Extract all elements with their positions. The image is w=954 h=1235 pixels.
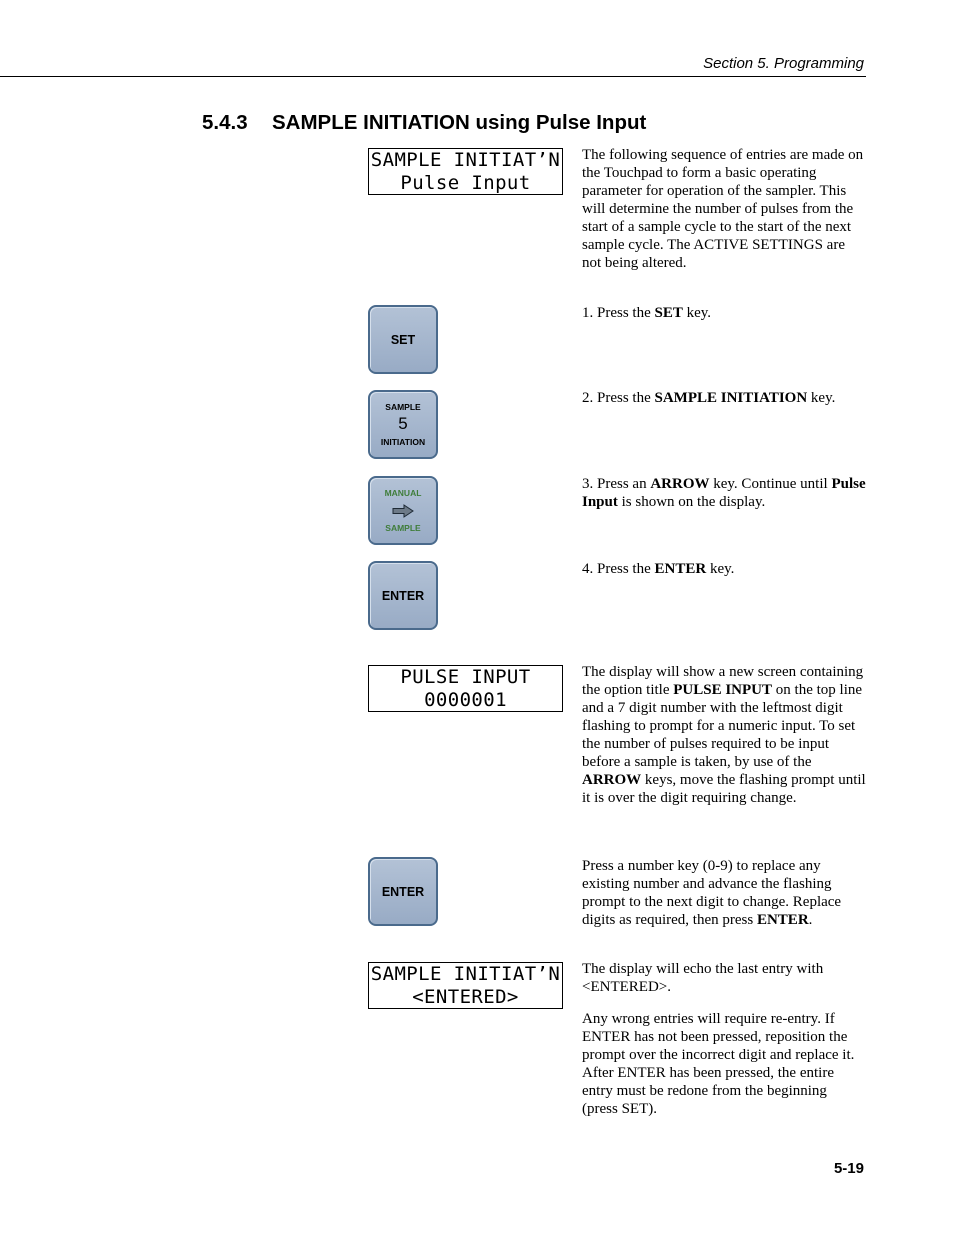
display-bold: PULSE INPUT	[673, 682, 773, 698]
enter-key-button-2[interactable]	[368, 857, 438, 926]
section-title	[202, 111, 646, 135]
step-2	[582, 389, 866, 407]
header-rule	[0, 76, 866, 77]
manual-sample-arrow-key-button[interactable]	[368, 476, 438, 545]
lcd-line-1: PULSE INPUT	[400, 666, 531, 688]
display-mid: on the top line and a 7 digit number with the leftmost digit flashing to prompt for a numeric input. To set the number of pulses required to be input before a sample is taken, by use of the	[582, 682, 863, 770]
display-bold-2: ARROW	[582, 772, 642, 788]
step-2-post: key.	[807, 390, 836, 406]
step-4	[582, 560, 866, 578]
step-2-bold: SAMPLE INITIATION	[654, 390, 808, 406]
echo-text: The display will echo the last entry with <ENTERED>.	[582, 961, 824, 995]
set-key-label: SET	[390, 332, 416, 347]
step-3-pre: 3. Press an	[582, 476, 651, 492]
number-key-paragraph	[582, 857, 866, 929]
number-key-post: .	[808, 912, 813, 928]
step-4-bold: ENTER	[654, 561, 707, 577]
sample-key-bottom-label: INITIATION	[380, 437, 426, 447]
lcd-display-entered	[368, 962, 563, 1009]
sample-key-digit: 5	[398, 414, 408, 433]
lcd-line-1: SAMPLE INITIAT’N	[370, 963, 561, 985]
enter-key-label: ENTER	[381, 588, 425, 603]
step-4-pre: 4. Press the	[582, 561, 655, 577]
step-3-bold-2: Pulse Input	[582, 476, 866, 510]
section-title-text: SAMPLE INITIATION using Pulse Input	[272, 111, 647, 134]
sample-initiation-key-button[interactable]	[368, 390, 438, 459]
step-1-bold: SET	[654, 305, 683, 321]
step-1	[582, 304, 866, 322]
running-header: Section 5. Programming	[703, 55, 864, 72]
step-3-mid: key. Continue until	[709, 476, 832, 492]
lcd-line-2: 0000001	[424, 689, 507, 711]
lcd-line-2: <ENTERED>	[412, 986, 519, 1008]
enter-key-button[interactable]	[368, 561, 438, 630]
lcd-display-sample-initiation	[368, 148, 563, 195]
enter-key-label-2: ENTER	[381, 884, 425, 899]
step-1-post: key.	[682, 305, 712, 321]
section-number: 5.4.3	[202, 111, 248, 134]
wrong-entries-text: Any wrong entries will require re-entry. If ENTER has not been pressed, reposition the prompt over the incorrect digit and replace it. After ENTER has been pressed, the entire entry must be redone from the beginning (press SET).	[582, 1011, 855, 1117]
manual-key-top-label: MANUAL	[384, 488, 422, 498]
number-key-pre: Press a number key (0-9) to replace any existing number and advance the flashing prompt to the next digit to change. Replace digits as required, then press	[582, 858, 842, 928]
step-3-post: is shown on the display.	[617, 494, 766, 510]
lcd-line-1: SAMPLE INITIAT’N	[370, 149, 561, 171]
display-pre: The display will show a new screen containing the option title	[582, 664, 864, 698]
step-1-pre: 1. Press the	[582, 305, 655, 321]
intro-text: The following sequence of entries are made on the Touchpad to form a basic operating parameter for operation of the sampler. This will determine the number of pulses from the start of a sample cycle to the start of the next sample cycle. The ACTIVE SETTINGS are not being altered.	[582, 147, 864, 271]
sample-key-top-label: SAMPLE	[385, 402, 421, 412]
step-4-post: key.	[706, 561, 735, 577]
echo-paragraphs	[582, 960, 866, 1118]
page-number: 5-19	[833, 1160, 864, 1177]
lcd-line-2: Pulse Input	[400, 172, 531, 194]
lcd-display-pulse-input	[368, 665, 563, 712]
set-key-button[interactable]	[368, 305, 438, 374]
step-3-bold: ARROW	[650, 476, 710, 492]
number-key-bold: ENTER	[756, 912, 809, 928]
display-paragraph	[582, 663, 866, 807]
manual-key-bottom-label: SAMPLE	[385, 523, 421, 533]
right-arrow-icon	[392, 504, 414, 518]
intro-paragraph	[582, 146, 866, 272]
step-2-pre: 2. Press the	[582, 390, 655, 406]
step-3	[582, 475, 866, 511]
display-post: keys, move the flashing prompt until it is over the digit requiring change.	[582, 772, 866, 806]
